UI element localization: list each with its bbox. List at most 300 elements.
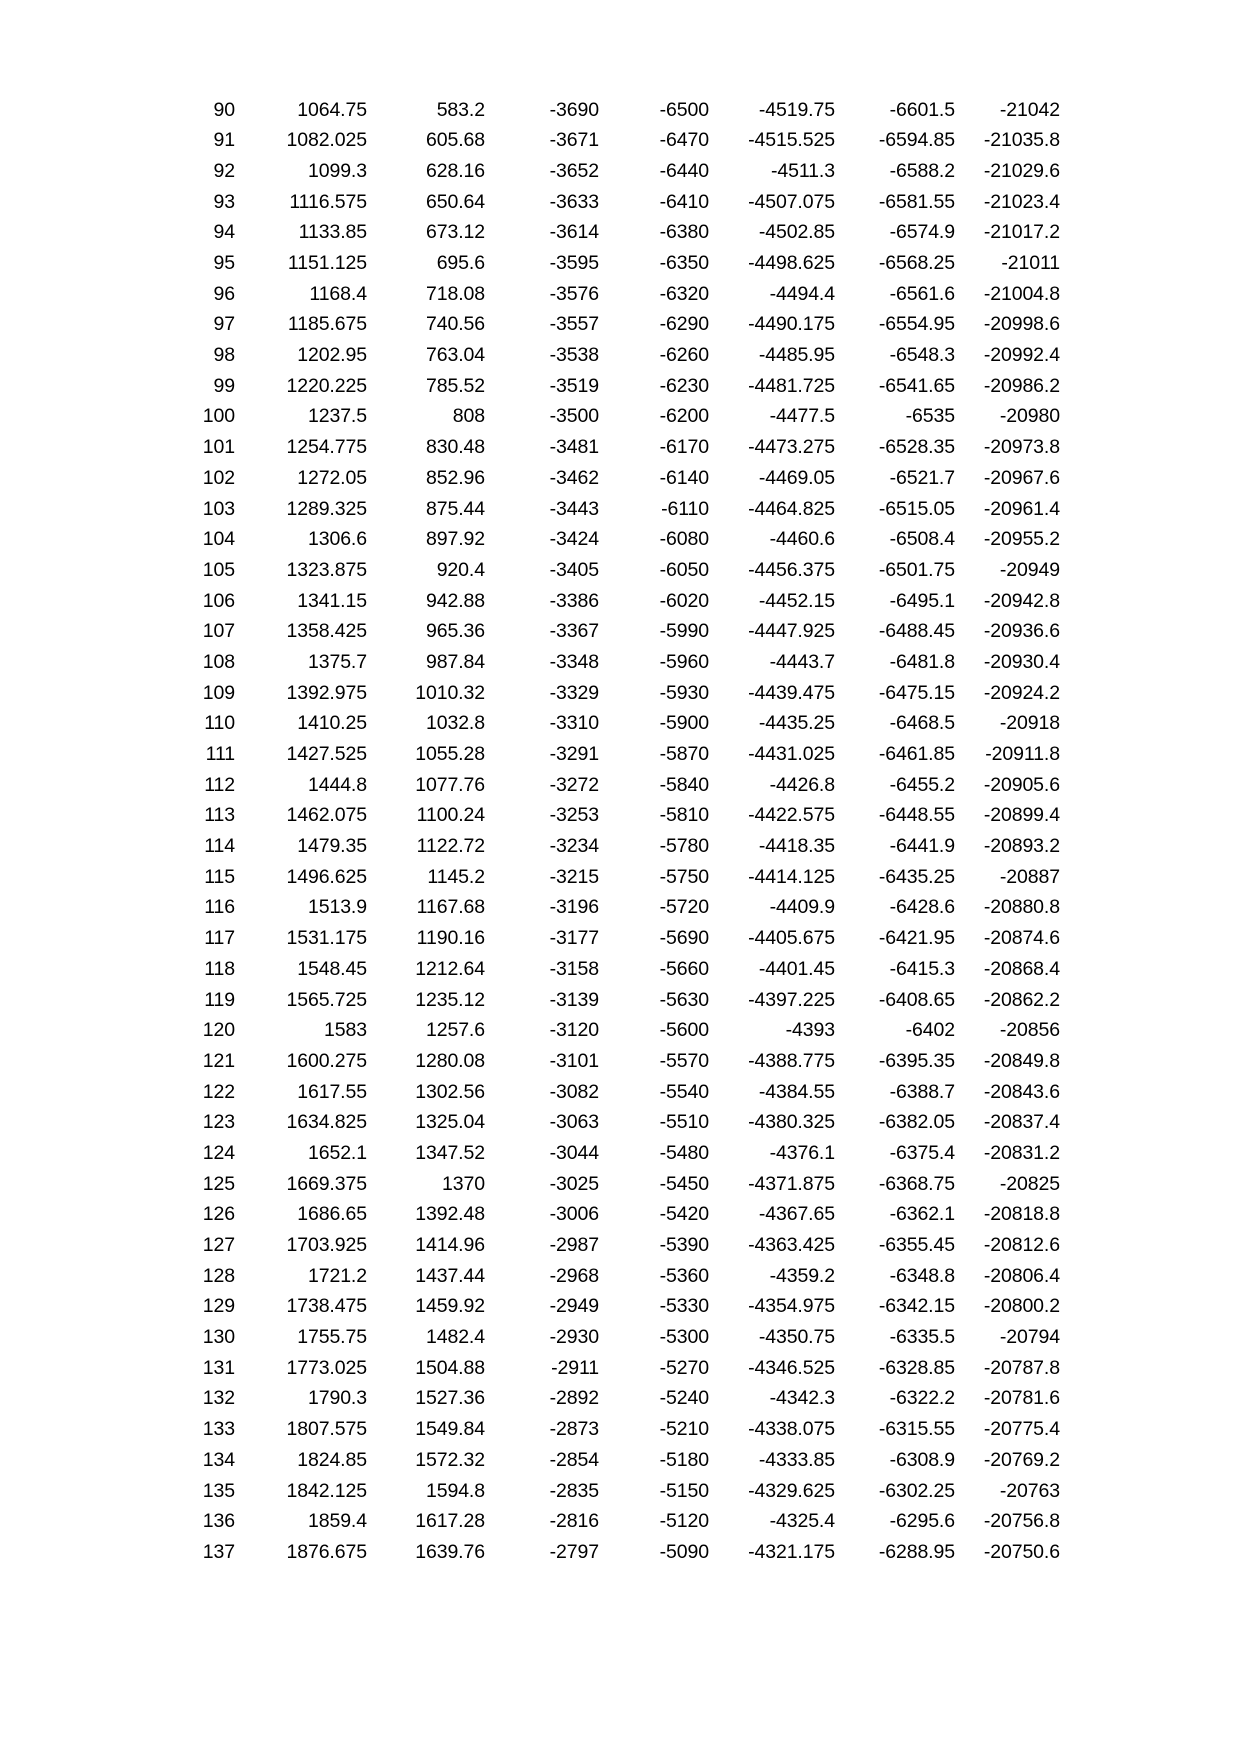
- table-cell: 1548.45: [297, 957, 367, 980]
- table-cell: -2835: [549, 1479, 599, 1502]
- table-cell: -4502.85: [758, 221, 835, 244]
- table-cell: -20992.4: [983, 344, 1060, 367]
- row-index-cell: 135: [202, 1479, 235, 1502]
- table-cell: -20756.8: [983, 1510, 1060, 1533]
- table-cell: 1145.2: [427, 865, 485, 888]
- table-cell: -20769.2: [983, 1448, 1060, 1471]
- table-cell: -21029.6: [983, 159, 1060, 182]
- table-cell: 1099.3: [307, 159, 367, 182]
- table-cell: -3557: [549, 313, 599, 336]
- table-cell: 1482.4: [425, 1326, 485, 1349]
- table-cell: -21023.4: [983, 190, 1060, 213]
- table-row: [175, 1138, 1060, 1169]
- table-cell: 1272.05: [297, 466, 367, 489]
- table-row: [175, 525, 1060, 556]
- table-cell: -4371.875: [748, 1172, 835, 1195]
- table-cell: -20856: [999, 1019, 1060, 1042]
- table-cell: 1459.92: [415, 1295, 485, 1318]
- table-cell: 1594.8: [425, 1479, 485, 1502]
- row-index-cell: 95: [213, 252, 235, 275]
- table-cell: 1347.52: [415, 1141, 485, 1164]
- table-cell: -4333.85: [758, 1448, 835, 1471]
- table-cell: -5240: [659, 1387, 709, 1410]
- table-row: [175, 617, 1060, 648]
- table-cell: -4422.575: [748, 804, 835, 827]
- table-cell: 1496.625: [286, 865, 367, 888]
- row-index-cell: 118: [204, 957, 235, 980]
- row-index-cell: 108: [202, 650, 235, 673]
- table-cell: 1842.125: [286, 1479, 367, 1502]
- table-cell: -21004.8: [983, 282, 1060, 305]
- table-cell: -6288.95: [878, 1540, 955, 1563]
- table-cell: -5360: [659, 1264, 709, 1287]
- table-row: [175, 1415, 1060, 1446]
- table-row: [175, 647, 1060, 678]
- table-cell: 1414.96: [415, 1234, 485, 1257]
- table-cell: -5300: [659, 1326, 709, 1349]
- table-cell: -6554.95: [878, 313, 955, 336]
- table-cell: -4409.9: [769, 896, 835, 919]
- table-cell: -4363.425: [748, 1234, 835, 1257]
- table-cell: 1254.775: [286, 436, 367, 459]
- table-cell: -20967.6: [983, 466, 1060, 489]
- table-cell: -6521.7: [889, 466, 955, 489]
- table-cell: 1773.025: [286, 1356, 367, 1379]
- table-cell: -6322.2: [889, 1387, 955, 1410]
- table-cell: -4342.3: [769, 1387, 835, 1410]
- table-cell: -6601.5: [889, 98, 955, 121]
- table-cell: 1527.36: [415, 1387, 485, 1410]
- table-cell: -5270: [659, 1356, 709, 1379]
- table-cell: -20949: [999, 558, 1060, 581]
- table-cell: -20955.2: [983, 528, 1060, 551]
- table-cell: -4515.525: [748, 129, 835, 152]
- table-cell: -4469.05: [758, 466, 835, 489]
- table-cell: -6481.8: [889, 650, 955, 673]
- table-cell: -3291: [549, 743, 599, 766]
- table-row: [175, 341, 1060, 372]
- table-cell: -3253: [549, 804, 599, 827]
- table-cell: -2949: [549, 1295, 599, 1318]
- table-cell: 1375.7: [307, 650, 367, 673]
- table-cell: 1212.64: [415, 957, 485, 980]
- table-cell: -2854: [549, 1448, 599, 1471]
- row-index-cell: 112: [204, 773, 235, 796]
- table-cell: -4519.75: [758, 98, 835, 121]
- table-cell: -5420: [659, 1203, 709, 1226]
- table-cell: 1190.16: [416, 927, 485, 950]
- table-cell: 650.64: [425, 190, 485, 213]
- table-cell: -3139: [549, 988, 599, 1011]
- table-cell: -6495.1: [889, 589, 955, 612]
- table-cell: 740.56: [425, 313, 485, 336]
- table-cell: -20874.6: [983, 927, 1060, 950]
- table-cell: -6140: [659, 466, 709, 489]
- table-cell: -5450: [659, 1172, 709, 1195]
- table-cell: -4325.4: [769, 1510, 835, 1533]
- table-cell: -3215: [549, 865, 599, 888]
- numeric-data-table: [175, 95, 1060, 1568]
- table-cell: -20775.4: [983, 1418, 1060, 1441]
- table-cell: -5180: [659, 1448, 709, 1471]
- table-cell: 1437.44: [415, 1264, 485, 1287]
- table-cell: -6260: [659, 344, 709, 367]
- table-row: [175, 279, 1060, 310]
- table-cell: -20849.8: [983, 1049, 1060, 1072]
- table-cell: -20837.4: [983, 1111, 1060, 1134]
- table-cell: -6230: [659, 374, 709, 397]
- table-cell: -5840: [659, 773, 709, 796]
- table-row: [175, 893, 1060, 924]
- table-cell: 1220.225: [286, 374, 367, 397]
- row-index-cell: 123: [202, 1111, 235, 1134]
- table-cell: -2797: [549, 1540, 599, 1563]
- table-cell: -4452.15: [758, 589, 835, 612]
- table-cell: -6388.7: [889, 1080, 955, 1103]
- table-cell: -3044: [549, 1141, 599, 1164]
- table-cell: -4494.4: [769, 282, 835, 305]
- table-row: [175, 1353, 1060, 1384]
- table-cell: 1100.24: [416, 804, 485, 827]
- row-index-cell: 134: [202, 1448, 235, 1471]
- table-cell: -2930: [549, 1326, 599, 1349]
- table-cell: -5750: [659, 865, 709, 888]
- table-cell: -3405: [549, 558, 599, 581]
- row-index-cell: 132: [202, 1387, 235, 1410]
- table-cell: -20831.2: [983, 1141, 1060, 1164]
- table-row: [175, 1261, 1060, 1292]
- table-cell: -6350: [659, 252, 709, 275]
- table-cell: -6548.3: [889, 344, 955, 367]
- table-cell: -4481.725: [748, 374, 835, 397]
- table-cell: 875.44: [425, 497, 485, 520]
- table-cell: -4498.625: [748, 252, 835, 275]
- table-cell: -3633: [549, 190, 599, 213]
- table-cell: -6290: [659, 313, 709, 336]
- table-cell: 1323.875: [286, 558, 367, 581]
- row-index-cell: 96: [213, 282, 235, 305]
- row-index-cell: 116: [204, 896, 235, 919]
- table-cell: -2892: [549, 1387, 599, 1410]
- table-cell: -6440: [659, 159, 709, 182]
- table-cell: -6335.5: [889, 1326, 955, 1349]
- row-index-cell: 92: [213, 159, 235, 182]
- table-row: [175, 494, 1060, 525]
- table-row: [175, 739, 1060, 770]
- table-cell: 1790.3: [307, 1387, 367, 1410]
- table-cell: 785.52: [425, 374, 485, 397]
- table-row: [175, 310, 1060, 341]
- table-cell: 1064.75: [297, 98, 367, 121]
- table-cell: 1634.825: [286, 1111, 367, 1134]
- table-cell: -20843.6: [983, 1080, 1060, 1103]
- table-cell: -6594.85: [878, 129, 955, 152]
- row-index-cell: 136: [202, 1510, 235, 1533]
- table-cell: 1549.84: [415, 1418, 485, 1441]
- table-cell: -3310: [549, 712, 599, 735]
- table-row: [175, 1323, 1060, 1354]
- table-cell: -3120: [549, 1019, 599, 1042]
- table-cell: -6561.6: [889, 282, 955, 305]
- table-cell: 1807.575: [286, 1418, 367, 1441]
- table-cell: -5630: [659, 988, 709, 1011]
- table-cell: -20800.2: [983, 1295, 1060, 1318]
- table-cell: -4367.65: [758, 1203, 835, 1226]
- table-cell: -6455.2: [889, 773, 955, 796]
- table-cell: -4346.525: [748, 1356, 835, 1379]
- table-cell: -3595: [549, 252, 599, 275]
- table-cell: 605.68: [425, 129, 485, 152]
- table-cell: -3462: [549, 466, 599, 489]
- row-index-cell: 126: [202, 1203, 235, 1226]
- table-row: [175, 1476, 1060, 1507]
- table-cell: 1116.575: [289, 190, 367, 213]
- table-cell: -6320: [659, 282, 709, 305]
- table-cell: -5660: [659, 957, 709, 980]
- table-cell: -6395.35: [878, 1049, 955, 1072]
- table-cell: -4388.775: [748, 1049, 835, 1072]
- table-cell: -5330: [659, 1295, 709, 1318]
- table-cell: -6410: [659, 190, 709, 213]
- table-cell: -5540: [659, 1080, 709, 1103]
- table-cell: -20763: [999, 1479, 1060, 1502]
- table-cell: -6448.55: [878, 804, 955, 827]
- table-cell: 1686.65: [297, 1203, 367, 1226]
- table-cell: -3177: [549, 927, 599, 950]
- table-cell: -4329.625: [748, 1479, 835, 1502]
- row-index-cell: 131: [202, 1356, 235, 1379]
- table-cell: 987.84: [425, 650, 485, 673]
- table-cell: -3614: [549, 221, 599, 244]
- table-cell: -4393: [785, 1019, 835, 1042]
- row-index-cell: 122: [202, 1080, 235, 1103]
- table-cell: 1600.275: [286, 1049, 367, 1072]
- table-cell: -3006: [549, 1203, 599, 1226]
- table-cell: -5480: [659, 1141, 709, 1164]
- table-cell: -4431.025: [748, 743, 835, 766]
- table-row: [175, 985, 1060, 1016]
- table-cell: -20880.8: [983, 896, 1060, 919]
- table-cell: -4401.45: [758, 957, 835, 980]
- table-cell: -5870: [659, 743, 709, 766]
- table-cell: -6528.35: [878, 436, 955, 459]
- row-index-cell: 125: [202, 1172, 235, 1195]
- table-cell: -4354.975: [748, 1295, 835, 1318]
- table-cell: -3025: [549, 1172, 599, 1195]
- table-cell: -6302.25: [878, 1479, 955, 1502]
- table-cell: -6500: [659, 98, 709, 121]
- row-index-cell: 91: [213, 129, 235, 152]
- table-cell: 1652.1: [307, 1141, 367, 1164]
- table-cell: -20787.8: [983, 1356, 1060, 1379]
- table-cell: 695.6: [436, 252, 485, 275]
- row-index-cell: 104: [202, 528, 235, 551]
- table-cell: 1082.025: [286, 129, 367, 152]
- row-index-cell: 97: [213, 313, 235, 336]
- table-cell: 1358.425: [286, 620, 367, 643]
- table-cell: 1055.28: [415, 743, 485, 766]
- table-cell: -4443.7: [769, 650, 835, 673]
- table-cell: -5900: [659, 712, 709, 735]
- table-row: [175, 1537, 1060, 1568]
- table-cell: -3082: [549, 1080, 599, 1103]
- table-cell: 1133.85: [298, 221, 367, 244]
- table-row: [175, 371, 1060, 402]
- row-index-cell: 137: [202, 1540, 235, 1563]
- table-cell: -20887: [999, 865, 1060, 888]
- table-cell: -6328.85: [878, 1356, 955, 1379]
- table-cell: -6470: [659, 129, 709, 152]
- table-cell: -3367: [549, 620, 599, 643]
- table-cell: -4338.075: [748, 1418, 835, 1441]
- table-row: [175, 402, 1060, 433]
- table-cell: -6541.65: [878, 374, 955, 397]
- table-row: [175, 1200, 1060, 1231]
- row-index-cell: 113: [204, 804, 235, 827]
- table-cell: -20924.2: [983, 681, 1060, 704]
- table-cell: 942.88: [425, 589, 485, 612]
- row-index-cell: 98: [213, 344, 235, 367]
- table-cell: -3063: [549, 1111, 599, 1134]
- table-cell: 1032.8: [425, 712, 485, 735]
- table-cell: -3519: [549, 374, 599, 397]
- table-cell: 1325.04: [415, 1111, 485, 1134]
- table-cell: 1583: [324, 1019, 367, 1042]
- table-cell: -3348: [549, 650, 599, 673]
- table-cell: -6461.85: [878, 743, 955, 766]
- row-index-cell: 100: [202, 405, 235, 428]
- table-cell: 1202.95: [297, 344, 367, 367]
- row-index-cell: 128: [202, 1264, 235, 1287]
- table-cell: -4460.6: [769, 528, 835, 551]
- table-cell: -4426.8: [769, 773, 835, 796]
- table-row: [175, 770, 1060, 801]
- table-cell: -20812.6: [983, 1234, 1060, 1257]
- table-cell: 1151.125: [287, 252, 367, 275]
- table-cell: 1504.88: [415, 1356, 485, 1379]
- table-cell: -20942.8: [983, 589, 1060, 612]
- table-cell: -20750.6: [983, 1540, 1060, 1563]
- row-index-cell: 127: [202, 1234, 235, 1257]
- table-row: [175, 187, 1060, 218]
- row-index-cell: 94: [213, 221, 235, 244]
- table-row: [175, 1292, 1060, 1323]
- table-cell: -5960: [659, 650, 709, 673]
- table-cell: -6574.9: [889, 221, 955, 244]
- table-row: [175, 555, 1060, 586]
- table-cell: -20794: [999, 1326, 1060, 1349]
- table-cell: -2968: [549, 1264, 599, 1287]
- row-index-cell: 90: [213, 98, 235, 121]
- table-cell: -4490.175: [748, 313, 835, 336]
- table-cell: -4376.1: [769, 1141, 835, 1164]
- table-cell: 673.12: [425, 221, 485, 244]
- table-cell: -20973.8: [983, 436, 1060, 459]
- table-cell: -20818.8: [983, 1203, 1060, 1226]
- row-index-cell: 102: [202, 466, 235, 489]
- table-row: [175, 1077, 1060, 1108]
- row-index-cell: 129: [202, 1295, 235, 1318]
- table-cell: -4397.225: [748, 988, 835, 1011]
- table-cell: 830.48: [425, 436, 485, 459]
- table-cell: -4380.325: [748, 1111, 835, 1134]
- table-cell: -3329: [549, 681, 599, 704]
- table-cell: -20781.6: [983, 1387, 1060, 1410]
- table-cell: -6535: [905, 405, 955, 428]
- table-cell: 1738.475: [286, 1295, 367, 1318]
- table-cell: 920.4: [436, 558, 485, 581]
- row-index-cell: 121: [202, 1049, 235, 1072]
- table-cell: -4359.2: [769, 1264, 835, 1287]
- table-cell: -5570: [659, 1049, 709, 1072]
- table-cell: -6315.55: [878, 1418, 955, 1441]
- table-cell: 1572.32: [415, 1448, 485, 1471]
- table-cell: -6468.5: [889, 712, 955, 735]
- table-row: [175, 1108, 1060, 1139]
- table-cell: -3101: [549, 1049, 599, 1072]
- row-index-cell: 111: [205, 743, 235, 766]
- table-cell: 1639.76: [415, 1540, 485, 1563]
- table-cell: -6515.05: [878, 497, 955, 520]
- table-cell: 1876.675: [286, 1540, 367, 1563]
- table-cell: 628.16: [425, 159, 485, 182]
- table-cell: -5600: [659, 1019, 709, 1042]
- table-cell: -3386: [549, 589, 599, 612]
- table-cell: -6428.6: [889, 896, 955, 919]
- table-cell: -20961.4: [983, 497, 1060, 520]
- table-row: [175, 862, 1060, 893]
- table-cell: -6308.9: [889, 1448, 955, 1471]
- table-cell: 1122.72: [416, 835, 485, 858]
- table-cell: 1257.6: [425, 1019, 485, 1042]
- table-cell: -3576: [549, 282, 599, 305]
- table-cell: -6020: [659, 589, 709, 612]
- table-cell: -20936.6: [983, 620, 1060, 643]
- table-cell: -3538: [549, 344, 599, 367]
- table-cell: 1370: [442, 1172, 485, 1195]
- table-row: [175, 1016, 1060, 1047]
- table-row: [175, 1046, 1060, 1077]
- table-cell: -3158: [549, 957, 599, 980]
- table-cell: 808: [452, 405, 485, 428]
- table-cell: -6435.25: [878, 865, 955, 888]
- table-cell: -5090: [659, 1540, 709, 1563]
- table-row: [175, 1230, 1060, 1261]
- table-cell: -5930: [659, 681, 709, 704]
- table-cell: 1703.925: [286, 1234, 367, 1257]
- table-cell: -6501.75: [878, 558, 955, 581]
- table-cell: -4405.675: [748, 927, 835, 950]
- table-cell: -3196: [549, 896, 599, 919]
- table-cell: -6581.55: [878, 190, 955, 213]
- table-row: [175, 1507, 1060, 1538]
- table-cell: 1392.48: [415, 1203, 485, 1226]
- table-cell: -6355.45: [878, 1234, 955, 1257]
- table-cell: -20905.6: [983, 773, 1060, 796]
- table-cell: -6475.15: [878, 681, 955, 704]
- table-row: [175, 678, 1060, 709]
- table-cell: 1280.08: [415, 1049, 485, 1072]
- table-cell: -6508.4: [889, 528, 955, 551]
- table-cell: -5120: [659, 1510, 709, 1533]
- table-cell: -20998.6: [983, 313, 1060, 336]
- table-cell: -6408.65: [878, 988, 955, 1011]
- table-cell: -6568.25: [878, 252, 955, 275]
- table-cell: 852.96: [425, 466, 485, 489]
- table-cell: 1427.525: [286, 743, 367, 766]
- table-cell: -20862.2: [983, 988, 1060, 1011]
- table-cell: -2911: [551, 1356, 599, 1379]
